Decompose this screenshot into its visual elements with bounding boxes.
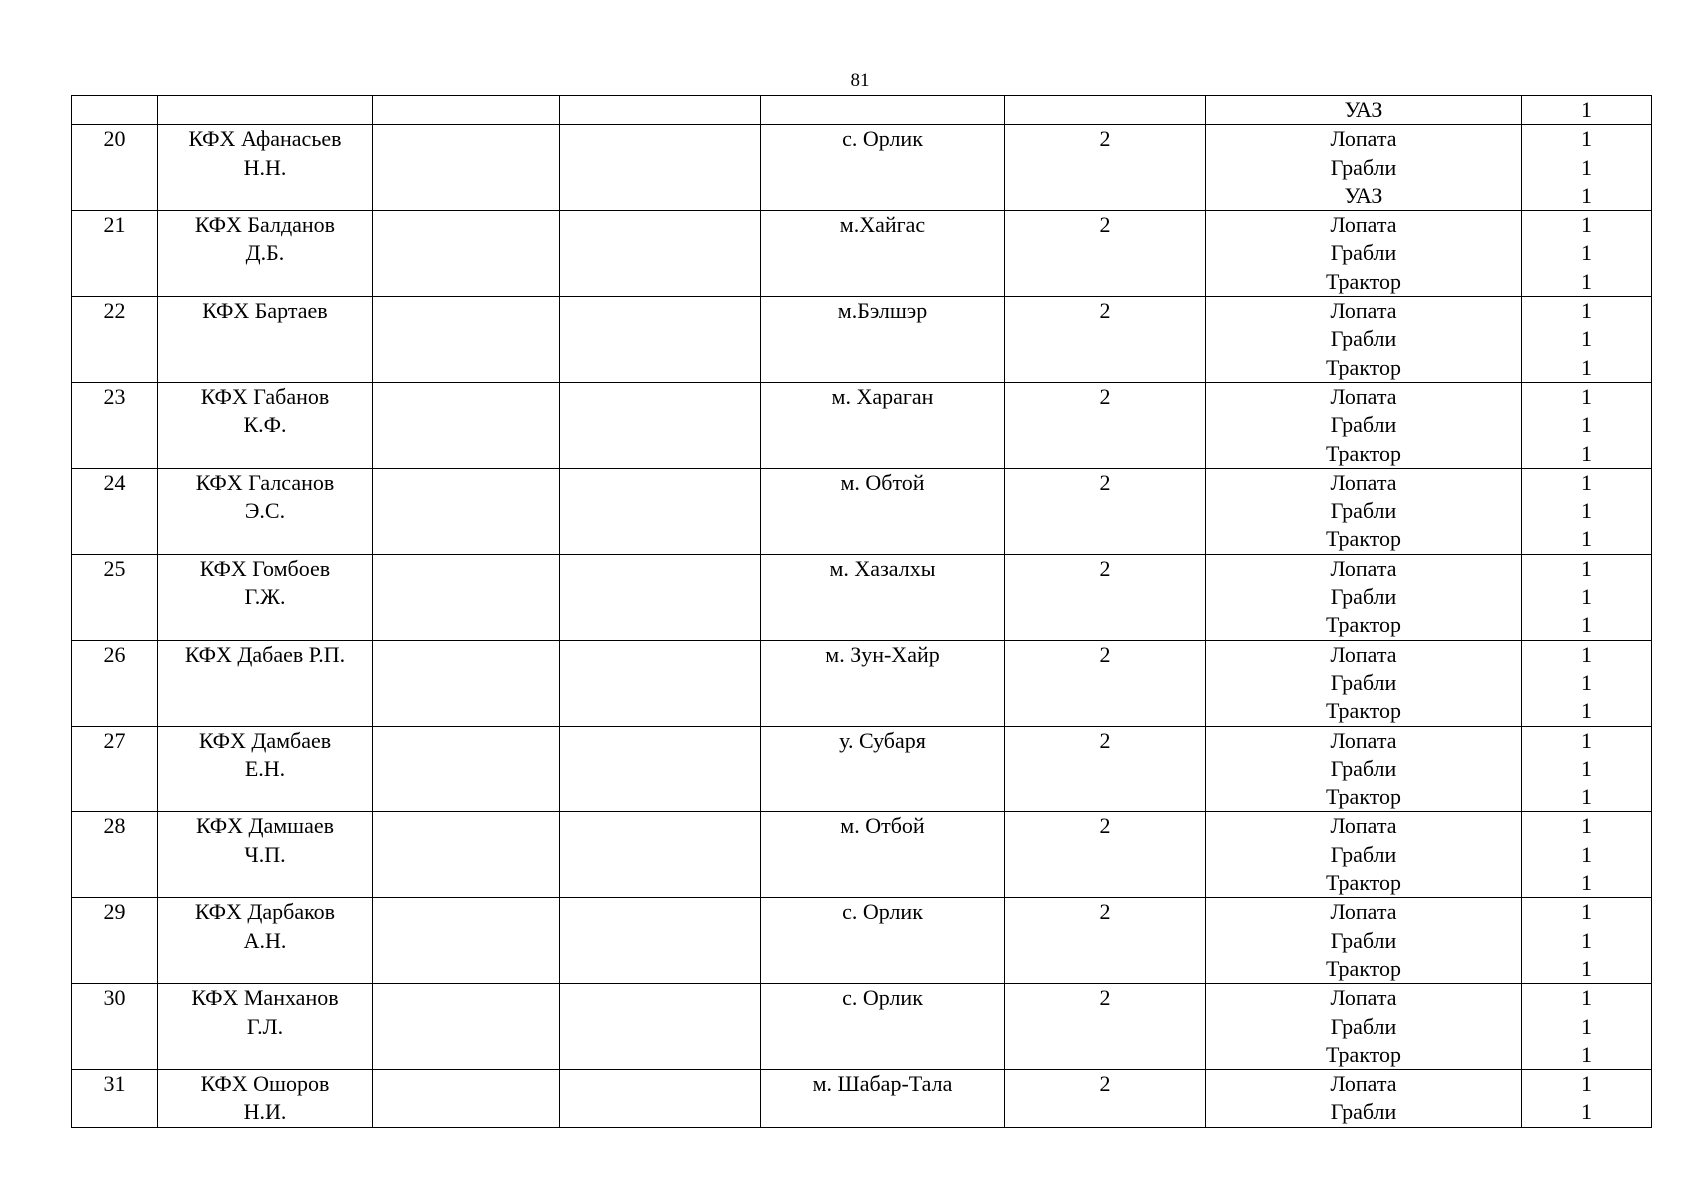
row-number: 20 (103, 126, 126, 152)
quantity-item: 1 (1581, 1099, 1592, 1125)
page-number: 81 (850, 70, 870, 91)
empty-cell (373, 984, 560, 1070)
count-cell (1005, 211, 1206, 297)
equipment-item: Грабли (1330, 841, 1397, 867)
farm-name-line: КФХ Дабаев Р.П. (184, 641, 346, 667)
quantity-item: 1 (1581, 240, 1592, 266)
location: м.Бэлшэр (837, 298, 928, 324)
equipment-item: Трактор (1325, 354, 1402, 380)
quantity-item: 1 (1581, 870, 1592, 896)
quantity-item: 1 (1581, 555, 1592, 581)
location: м. Хараган (831, 383, 934, 409)
location: с. Орлик (842, 126, 923, 152)
row-number: 21 (103, 212, 126, 238)
table-row (72, 297, 1652, 383)
table-row (72, 640, 1652, 726)
farm-name-line: К.Ф. (243, 412, 287, 438)
equipment-cell (1206, 125, 1522, 211)
name-cell (158, 96, 373, 125)
farm-name-line: А.Н. (243, 927, 287, 953)
quantity-item: 1 (1581, 899, 1592, 925)
count: 2 (1099, 298, 1111, 324)
equipment-item: Лопата (1330, 212, 1397, 238)
location-cell (761, 1070, 1005, 1128)
quantity-item: 1 (1581, 97, 1592, 122)
name-cell (158, 984, 373, 1070)
num-cell (72, 984, 158, 1070)
row-number: 30 (103, 985, 126, 1011)
equipment-item: Трактор (1325, 526, 1402, 552)
empty-cell (373, 211, 560, 297)
quantity-item: 1 (1581, 841, 1592, 867)
count-cell (1005, 984, 1206, 1070)
num-cell (72, 898, 158, 984)
location: м. Хазалхы (829, 555, 936, 581)
quantity-cell (1522, 726, 1652, 812)
equipment-cell (1206, 468, 1522, 554)
quantity-item: 1 (1581, 440, 1592, 466)
farm-name-line: КФХ Дарбаков (194, 899, 336, 925)
quantity-item: 1 (1581, 955, 1592, 981)
equipment-item: Лопата (1330, 469, 1397, 495)
equipment-item: Грабли (1330, 669, 1397, 695)
name-cell (158, 812, 373, 898)
quantity-item: 1 (1581, 784, 1592, 810)
equipment-item: Грабли (1330, 927, 1397, 953)
num-cell (72, 468, 158, 554)
name-cell (158, 640, 373, 726)
empty-cell (373, 96, 560, 125)
count: 2 (1099, 1071, 1111, 1097)
equipment-item: Грабли (1330, 326, 1397, 352)
table-row (72, 898, 1652, 984)
count: 2 (1099, 985, 1111, 1011)
table-row (72, 554, 1652, 640)
quantity-item: 1 (1581, 126, 1592, 152)
count-cell (1005, 96, 1206, 125)
quantity-item: 1 (1581, 182, 1592, 208)
empty-cell (560, 125, 761, 211)
num-cell (72, 554, 158, 640)
equipment-item: Грабли (1330, 240, 1397, 266)
count: 2 (1099, 383, 1111, 409)
empty-cell (373, 468, 560, 554)
num-cell (72, 125, 158, 211)
count-cell (1005, 382, 1206, 468)
equipment-item: Трактор (1325, 870, 1402, 896)
quantity-cell (1522, 125, 1652, 211)
location: у. Субаря (839, 727, 926, 753)
empty-cell (373, 382, 560, 468)
count-cell (1005, 297, 1206, 383)
table-row (72, 211, 1652, 297)
row-number: 24 (103, 469, 126, 495)
quantity-item: 1 (1581, 268, 1592, 294)
equipment-cell (1206, 297, 1522, 383)
location-cell (761, 898, 1005, 984)
name-cell (158, 468, 373, 554)
empty-cell (373, 812, 560, 898)
location-cell (761, 211, 1005, 297)
empty-cell (560, 468, 761, 554)
equipment-item: Лопата (1330, 727, 1397, 753)
name-cell (158, 726, 373, 812)
farm-name-line: КФХ Манханов (191, 985, 339, 1011)
quantity-cell (1522, 640, 1652, 726)
count-cell (1005, 812, 1206, 898)
equipment-item: Лопата (1330, 1071, 1397, 1097)
row-number: 28 (103, 813, 126, 839)
equipment-item: Лопата (1330, 985, 1397, 1011)
quantity-item: 1 (1581, 727, 1592, 753)
equipment-cell (1206, 382, 1522, 468)
quantity-cell (1522, 297, 1652, 383)
empty-cell (560, 640, 761, 726)
farm-name-line: КФХ Ошоров (200, 1071, 330, 1097)
quantity-item: 1 (1581, 1013, 1592, 1039)
num-cell (72, 211, 158, 297)
farm-name-line: КФХ Дамбаев (198, 727, 332, 753)
quantity-cell (1522, 812, 1652, 898)
equipment-item: УАЗ (1344, 182, 1383, 208)
quantity-item: 1 (1581, 927, 1592, 953)
location: м.Хайгас (839, 212, 926, 238)
farm-name-line: КФХ Бартаев (202, 298, 328, 324)
name-cell (158, 125, 373, 211)
count-cell (1005, 726, 1206, 812)
quantity-item: 1 (1581, 641, 1592, 667)
name-cell (158, 898, 373, 984)
num-cell (72, 1070, 158, 1128)
empty-cell (373, 898, 560, 984)
quantity-cell (1522, 211, 1652, 297)
count: 2 (1099, 555, 1111, 581)
empty-cell (373, 1070, 560, 1128)
equipment-cell (1206, 96, 1522, 125)
quantity-item: 1 (1581, 669, 1592, 695)
row-number: 22 (103, 298, 126, 324)
empty-cell (373, 297, 560, 383)
row-number: 29 (103, 899, 126, 925)
equipment-item: Трактор (1325, 784, 1402, 810)
location: м. Отбой (840, 813, 925, 839)
farm-equipment-table (71, 95, 1652, 1128)
equipment-cell (1206, 554, 1522, 640)
farm-name-line: Д.Б. (245, 240, 285, 266)
num-cell (72, 640, 158, 726)
empty-cell (560, 984, 761, 1070)
table-body (72, 96, 1652, 1128)
quantity-item: 1 (1581, 212, 1592, 238)
equipment-cell (1206, 726, 1522, 812)
quantity-item: 1 (1581, 755, 1592, 781)
empty-cell (560, 554, 761, 640)
quantity-cell (1522, 96, 1652, 125)
empty-cell (560, 211, 761, 297)
quantity-item: 1 (1581, 469, 1592, 495)
row-number: 23 (103, 383, 126, 409)
num-cell (72, 96, 158, 125)
num-cell (72, 812, 158, 898)
count-cell (1005, 125, 1206, 211)
count: 2 (1099, 813, 1111, 839)
farm-name-line: Е.Н. (244, 755, 286, 781)
count-cell (1005, 468, 1206, 554)
name-cell (158, 554, 373, 640)
equipment-item: Трактор (1325, 698, 1402, 724)
empty-cell (560, 96, 761, 125)
quantity-item: 1 (1581, 498, 1592, 524)
empty-cell (373, 726, 560, 812)
quantity-item: 1 (1581, 584, 1592, 610)
farm-name-line: КФХ Габанов (200, 383, 330, 409)
location-cell (761, 554, 1005, 640)
quantity-item: 1 (1581, 698, 1592, 724)
equipment-item: Грабли (1330, 1013, 1397, 1039)
count-cell (1005, 640, 1206, 726)
carry-over-row (72, 96, 1652, 125)
farm-name-line: КФХ Балданов (194, 212, 336, 238)
location: м. Обтой (840, 469, 925, 495)
count: 2 (1099, 899, 1111, 925)
quantity-cell (1522, 554, 1652, 640)
quantity-item: 1 (1581, 612, 1592, 638)
farm-name-line: Н.Н. (243, 154, 287, 180)
num-cell (72, 297, 158, 383)
equipment-item: Трактор (1325, 440, 1402, 466)
empty-cell (373, 640, 560, 726)
location: м. Шабар-Тала (812, 1071, 953, 1097)
location: с. Орлик (842, 985, 923, 1011)
location: м. Зун-Хайр (825, 641, 940, 667)
table-row (72, 812, 1652, 898)
quantity-cell (1522, 898, 1652, 984)
farm-name-line: КФХ Галсанов (195, 469, 335, 495)
count-cell (1005, 898, 1206, 984)
count-cell (1005, 1070, 1206, 1128)
empty-cell (373, 554, 560, 640)
count: 2 (1099, 641, 1111, 667)
equipment-item: Грабли (1330, 154, 1397, 180)
equipment-item: УАЗ (1344, 97, 1383, 122)
equipment-item: Лопата (1330, 555, 1397, 581)
farm-name-line: Г.Ж. (244, 584, 286, 610)
equipment-item: Трактор (1325, 612, 1402, 638)
quantity-cell (1522, 382, 1652, 468)
empty-cell (560, 382, 761, 468)
quantity-item: 1 (1581, 298, 1592, 324)
count: 2 (1099, 727, 1111, 753)
equipment-cell (1206, 211, 1522, 297)
equipment-item: Грабли (1330, 498, 1397, 524)
equipment-item: Грабли (1330, 1099, 1397, 1125)
equipment-item: Лопата (1330, 298, 1397, 324)
num-cell (72, 726, 158, 812)
equipment-item: Трактор (1325, 1041, 1402, 1067)
empty-cell (560, 812, 761, 898)
empty-cell (560, 1070, 761, 1128)
farm-name-line: Э.С. (244, 498, 286, 524)
table-row (72, 125, 1652, 211)
equipment-cell (1206, 1070, 1522, 1128)
count: 2 (1099, 469, 1111, 495)
quantity-item: 1 (1581, 813, 1592, 839)
quantity-cell (1522, 984, 1652, 1070)
farm-name-line: Ч.П. (244, 841, 286, 867)
count: 2 (1099, 126, 1111, 152)
location-cell (761, 812, 1005, 898)
farm-name-line: Г.Л. (246, 1013, 284, 1039)
location-cell (761, 382, 1005, 468)
empty-cell (373, 125, 560, 211)
empty-cell (560, 898, 761, 984)
quantity-item: 1 (1581, 412, 1592, 438)
count-cell (1005, 554, 1206, 640)
quantity-item: 1 (1581, 1071, 1592, 1097)
count: 2 (1099, 212, 1111, 238)
equipment-item: Лопата (1330, 641, 1397, 667)
quantity-item: 1 (1581, 354, 1592, 380)
location-cell (761, 984, 1005, 1070)
row-number: 25 (103, 555, 126, 581)
equipment-item: Лопата (1330, 383, 1397, 409)
table-row (72, 726, 1652, 812)
equipment-item: Грабли (1330, 584, 1397, 610)
equipment-cell (1206, 984, 1522, 1070)
equipment-item: Трактор (1325, 955, 1402, 981)
location-cell (761, 297, 1005, 383)
name-cell (158, 297, 373, 383)
location-cell (761, 125, 1005, 211)
farm-name-line: КФХ Дамшаев (195, 813, 335, 839)
name-cell (158, 382, 373, 468)
name-cell (158, 1070, 373, 1128)
equipment-item: Лопата (1330, 126, 1397, 152)
farm-name-line: КФХ Афанасьев (188, 126, 342, 152)
quantity-item: 1 (1581, 526, 1592, 552)
location-cell (761, 726, 1005, 812)
equipment-item: Грабли (1330, 755, 1397, 781)
location-cell (761, 96, 1005, 125)
quantity-item: 1 (1581, 326, 1592, 352)
farm-name-line: КФХ Гомбоев (199, 555, 331, 581)
equipment-item: Трактор (1325, 268, 1402, 294)
equipment-item: Лопата (1330, 813, 1397, 839)
quantity-item: 1 (1581, 383, 1592, 409)
location-cell (761, 468, 1005, 554)
farm-name-line: Н.И. (243, 1099, 287, 1125)
table-row (72, 1070, 1652, 1128)
equipment-item: Грабли (1330, 412, 1397, 438)
location-cell (761, 640, 1005, 726)
name-cell (158, 211, 373, 297)
equipment-cell (1206, 640, 1522, 726)
quantity-item: 1 (1581, 985, 1592, 1011)
equipment-cell (1206, 898, 1522, 984)
empty-cell (560, 726, 761, 812)
quantity-item: 1 (1581, 1041, 1592, 1067)
row-number: 26 (103, 641, 126, 667)
num-cell (72, 382, 158, 468)
location: с. Орлик (842, 899, 923, 925)
quantity-item: 1 (1581, 154, 1592, 180)
quantity-cell (1522, 1070, 1652, 1128)
table-row (72, 984, 1652, 1070)
row-number: 31 (103, 1071, 126, 1097)
equipment-item: Лопата (1330, 899, 1397, 925)
row-number: 27 (103, 727, 126, 753)
empty-cell (560, 297, 761, 383)
table-row (72, 382, 1652, 468)
equipment-cell (1206, 812, 1522, 898)
quantity-cell (1522, 468, 1652, 554)
table-row (72, 468, 1652, 554)
